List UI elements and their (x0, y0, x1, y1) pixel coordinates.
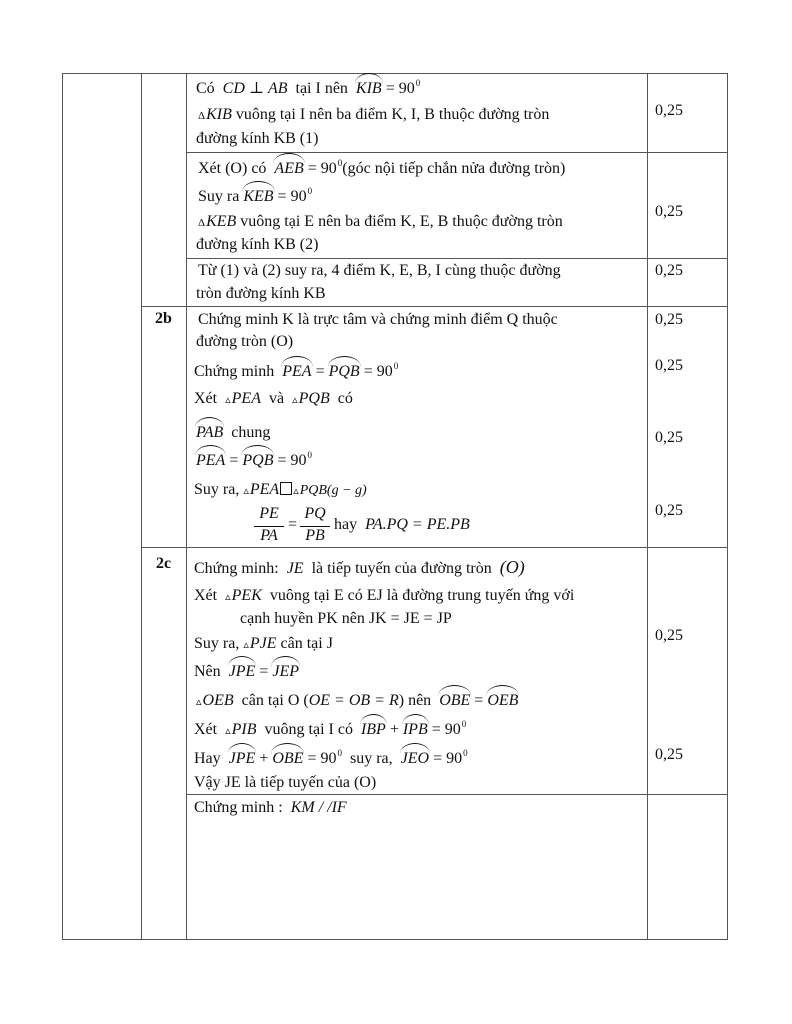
row-divider (186, 794, 728, 795)
equals-sign: = (288, 516, 298, 533)
proof-line: Chứng minh : KM / /IF (194, 799, 347, 816)
score-value: 0,25 (655, 203, 683, 220)
row-divider (141, 306, 728, 307)
proof-line: cạnh huyền PK nên JK = JE = JP (240, 610, 452, 627)
proof-line: Suy ra KEB = $90^0$ (198, 186, 313, 205)
part-label-2c: 2c (156, 555, 172, 572)
proof-line: hay PA.PQ = PE.PB (334, 516, 470, 533)
row-divider (141, 547, 728, 548)
proof-line: Từ (1) và (2) suy ra, 4 điểm K, E, B, I cùng thuộc đường (198, 262, 561, 279)
proof-line: ΔKEB vuông tại E nên ba điểm K, E, B thuộc đường tròn (198, 213, 563, 230)
row-divider (186, 152, 728, 153)
proof-line: đường kính KB (2) (196, 236, 319, 253)
table-border-left (62, 73, 63, 940)
score-value: 0,25 (655, 429, 683, 446)
score-value: 0,25 (655, 102, 683, 119)
proof-line: Xét ▵PEK vuông tại E có EJ là đường trung tuyến ứng với (194, 587, 575, 604)
fraction-numerator: PQ (304, 505, 326, 522)
table-border-bottom (62, 939, 728, 940)
fraction-numerator: PE (259, 505, 279, 522)
proof-line: Suy ra, ▵PEA ▵PQB(g − g) (194, 481, 367, 498)
proof-line: Vậy JE là tiếp tuyến của (O) (194, 774, 377, 791)
proof-line: tròn đường kính KB (196, 285, 326, 302)
score-value: 0,25 (655, 311, 683, 328)
proof-line: Xét ▵PEA và ▵PQB có (194, 390, 353, 407)
part-label-2b: 2b (155, 310, 172, 327)
proof-line: Có CD ⊥ AB tại I nên KIB = $90^0$ (196, 78, 421, 97)
proof-line: PEA = PQB = $90^0$ (196, 450, 312, 469)
fraction-denominator: PB (305, 527, 325, 544)
fraction-denominator: PA (260, 527, 278, 544)
similar-symbol (280, 482, 292, 495)
proof-line: đường kính KB (1) (196, 130, 319, 147)
score-value: 0,25 (655, 357, 683, 374)
proof-line: ▵OEB cân tại O (OE = OB = R) nên OBE = OEB (196, 692, 519, 709)
proof-line: Chứng minh K là trực tâm và chứng minh điểm Q thuộc (198, 311, 558, 328)
proof-line: Chứng minh: JE là tiếp tuyến của đường tròn (O) (194, 557, 525, 577)
proof-line: Xét (O) có AEB = $90^0(góc$ nội tiếp chắn nửa đường tròn) (198, 158, 566, 177)
row-divider (186, 258, 728, 259)
column-divider-1 (141, 73, 142, 940)
proof-line: đường tròn (O) (196, 333, 294, 350)
column-divider-2 (186, 73, 187, 940)
score-value: 0,25 (655, 262, 683, 279)
proof-line: Suy ra, ▵PJE cân tại J (194, 635, 333, 652)
table-border-right (727, 73, 728, 940)
proof-line: Nên JPE = JEP (194, 663, 299, 680)
score-value: 0,25 (655, 746, 683, 763)
proof-line: Xét ▵PIB vuông tại I có IBP + IPB = $90^0$ (194, 719, 467, 738)
table-border-top (62, 73, 728, 74)
score-value: 0,25 (655, 502, 683, 519)
proof-line: ΔKIB vuông tại I nên ba điểm K, I, B thuộc đường tròn (198, 106, 550, 123)
proof-line: Chứng minh PEA = PQB = $90^0$ (194, 361, 399, 380)
score-value: 0,25 (655, 627, 683, 644)
column-divider-3 (647, 73, 648, 940)
proof-line: Hay JPE + OBE = $90^0$ suy ra, JEO = $90^0$ (194, 748, 468, 767)
proof-line: PAB chung (196, 424, 271, 441)
